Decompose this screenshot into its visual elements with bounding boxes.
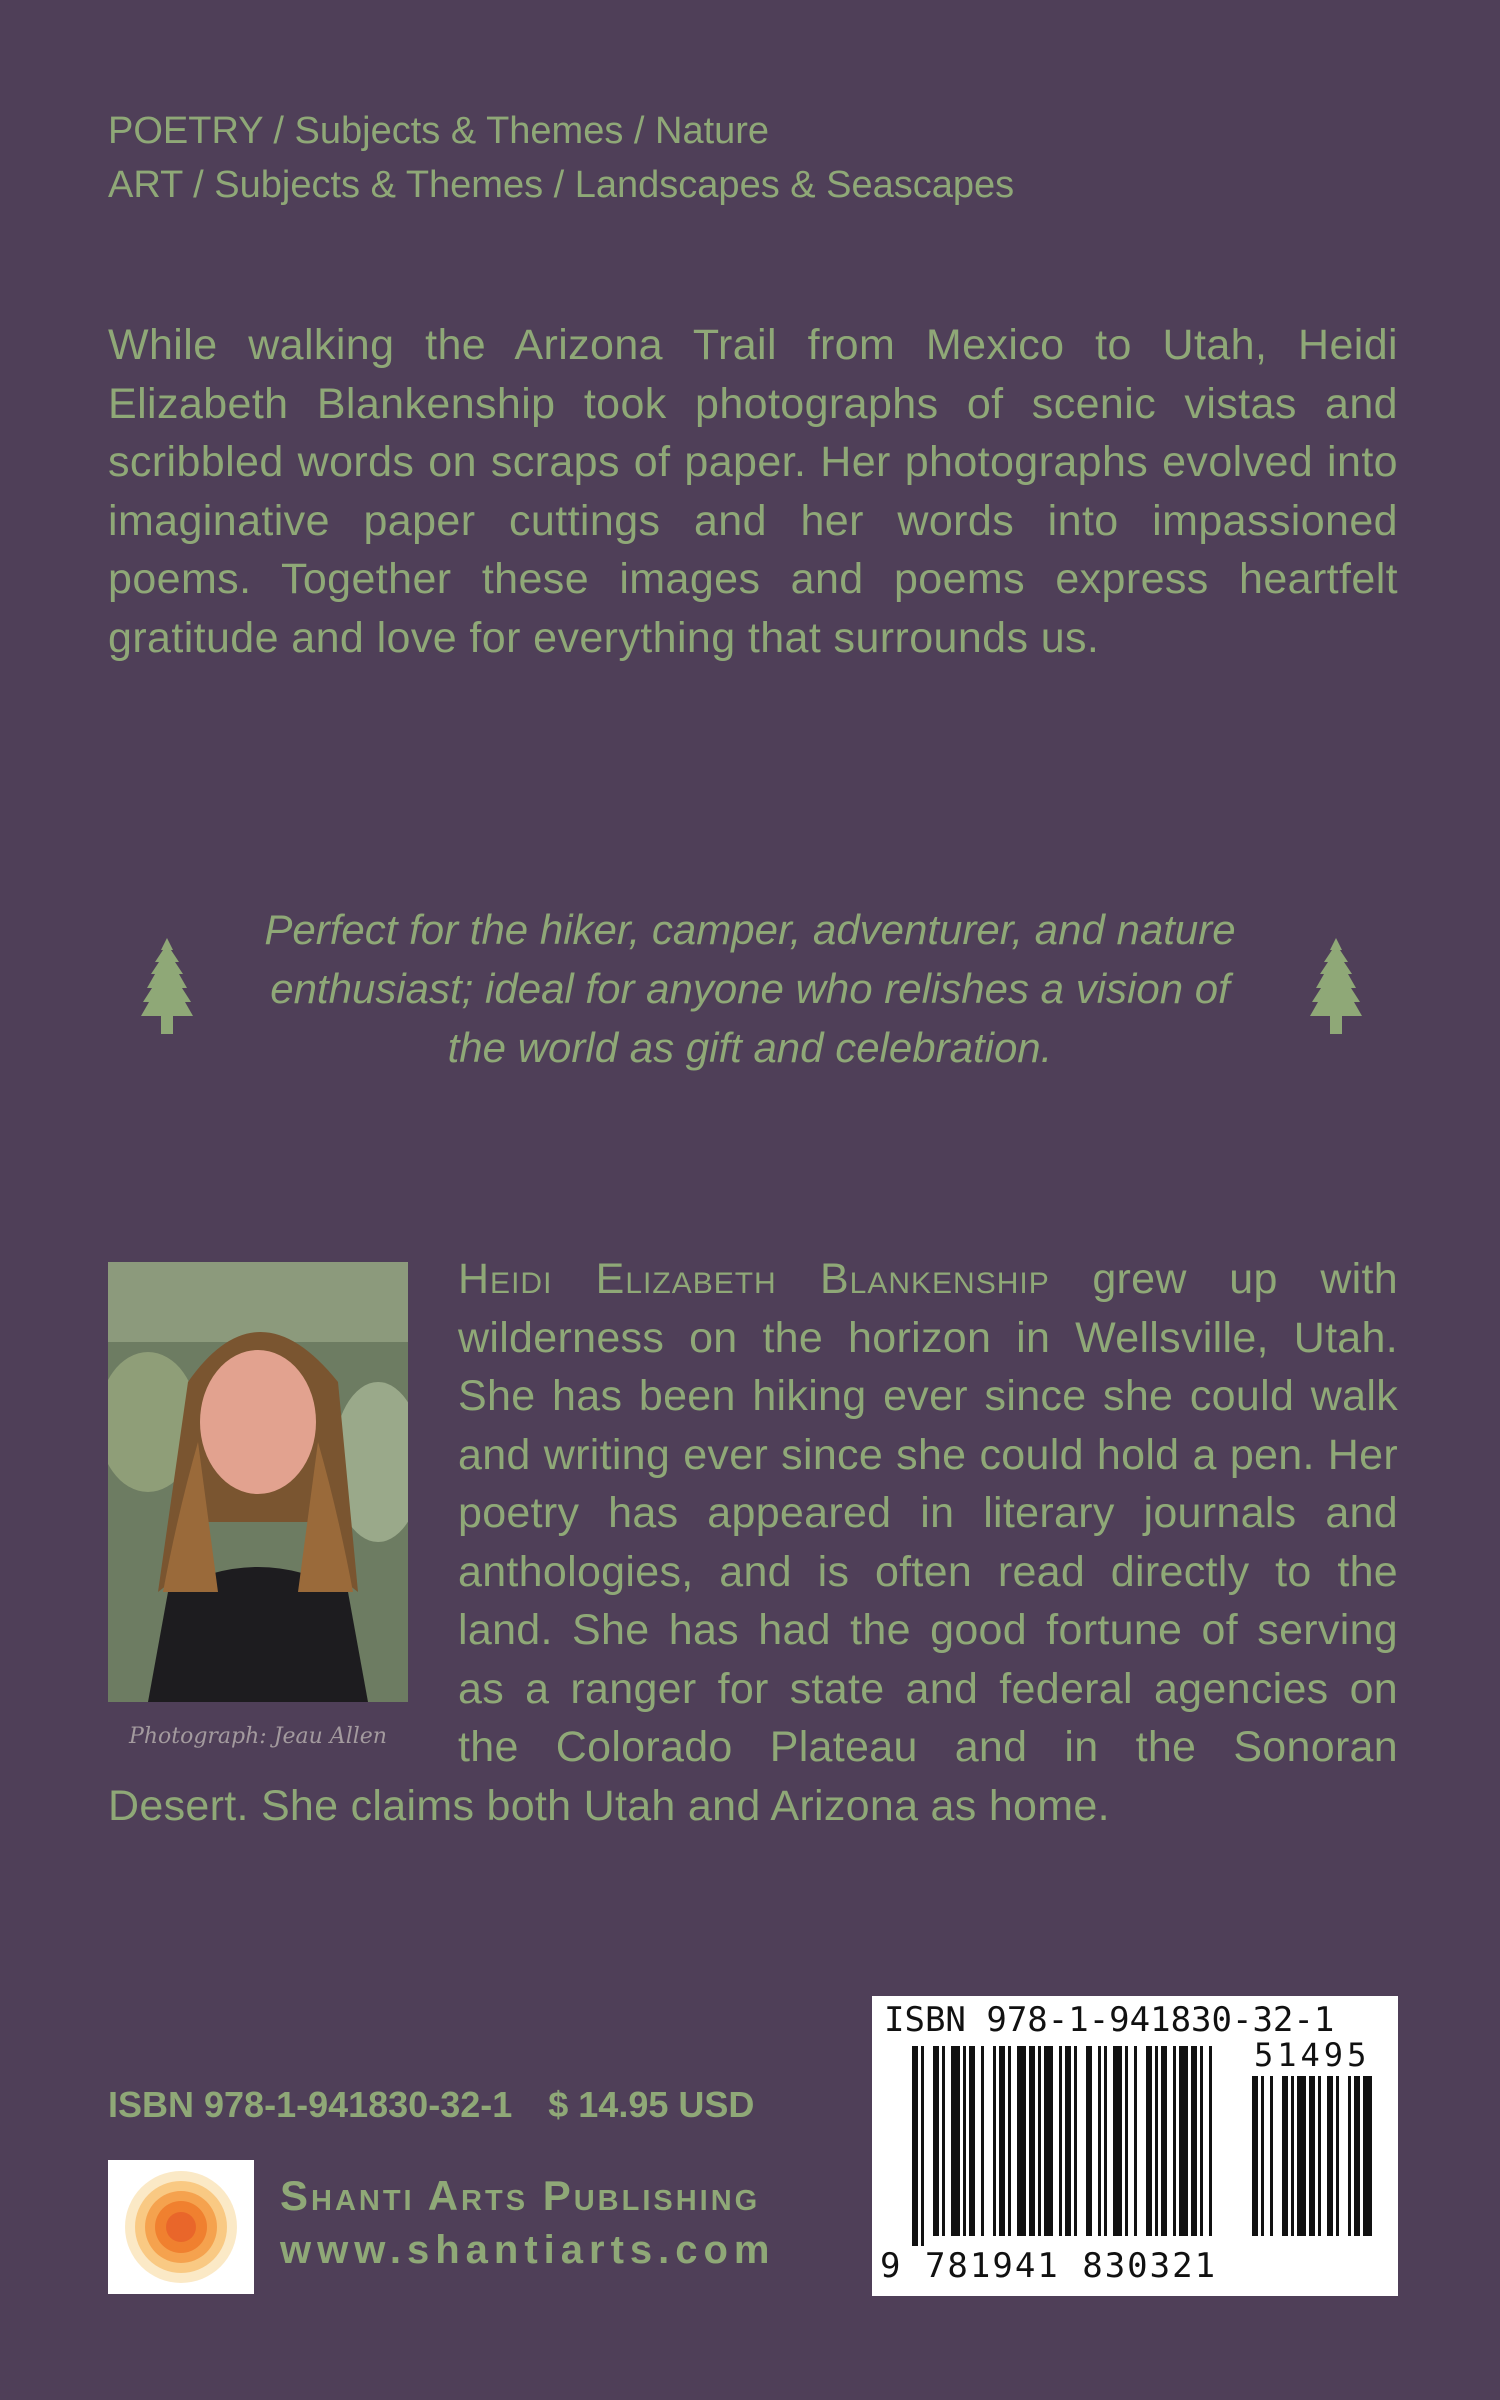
barcode-bar	[1200, 2046, 1203, 2236]
barcode-bars	[912, 2046, 1382, 2246]
publisher-name: Shanti Arts Publishing	[280, 2172, 761, 2219]
tree-icon	[137, 936, 197, 1036]
barcode-addon-bar	[1261, 2076, 1264, 2236]
barcode-bar	[1044, 2046, 1053, 2236]
barcode-addon-bar	[1348, 2076, 1351, 2236]
photo-credit: Photograph: Jeau Allen	[129, 1724, 387, 1749]
isbn-price-line	[108, 2084, 790, 2126]
barcode-bar	[1155, 2046, 1158, 2236]
barcode-isbn-text: ISBN 978-1-941830-32-1	[884, 2000, 1335, 2040]
barcode-bar	[1038, 2046, 1041, 2236]
barcode-bar	[1098, 2046, 1101, 2236]
barcode-bar	[1134, 2046, 1137, 2236]
barcode-addon-bar	[1282, 2076, 1288, 2236]
barcode-bar	[1029, 2046, 1035, 2236]
barcode-bar	[1146, 2046, 1152, 2236]
isbn-text: ISBN 978-1-941830-32-1	[108, 2084, 513, 2125]
barcode-bar	[933, 2046, 939, 2236]
category-line: ART / Subjects & Themes / Landscapes & Seascapes	[108, 164, 1015, 206]
barcode-bar	[969, 2046, 975, 2236]
barcode-bar	[1059, 2046, 1062, 2236]
barcode-bar	[942, 2046, 945, 2236]
barcode-addon-bar	[1291, 2076, 1294, 2236]
price-text: $ 14.95 USD	[548, 2084, 755, 2125]
barcode-addon-bar	[1363, 2076, 1372, 2236]
barcode-addon-bar	[1354, 2076, 1360, 2236]
barcode-addon-bar	[1327, 2076, 1333, 2236]
barcode-bar	[1191, 2046, 1197, 2236]
barcode-bar	[1179, 2046, 1188, 2236]
barcode-addon-bar	[1270, 2076, 1273, 2236]
barcode-addon-bar	[1252, 2076, 1258, 2236]
tree-icon	[1306, 936, 1366, 1036]
barcode-bar	[1017, 2046, 1026, 2236]
publisher-url[interactable]: www.shantiarts.com	[280, 2228, 776, 2272]
bisac-categories	[108, 104, 1398, 212]
barcode-bar	[1008, 2046, 1011, 2236]
barcode-bar	[981, 2046, 984, 2236]
barcode-addon-bar	[1297, 2076, 1306, 2236]
barcode-bar	[951, 2046, 960, 2236]
publisher-logo	[108, 2160, 254, 2294]
barcode-bar	[1065, 2046, 1071, 2236]
category-line: POETRY / Subjects & Themes / Nature	[108, 110, 770, 152]
barcode-addon-bar	[1309, 2076, 1315, 2236]
barcode-bar	[1161, 2046, 1167, 2236]
barcode-bar	[963, 2046, 966, 2236]
author-bio	[108, 1250, 1398, 1835]
barcode-bar	[999, 2046, 1005, 2236]
barcode-bar	[1173, 2046, 1176, 2236]
barcode-bar	[1074, 2046, 1077, 2236]
barcode-bar	[1104, 2046, 1107, 2236]
photo-spacer	[108, 1250, 458, 1750]
author-name: Heidi Elizabeth Blankenship	[458, 1255, 1050, 1303]
barcode-bar	[1086, 2046, 1092, 2236]
barcode-ean-digits: 9 781941 830321	[880, 2246, 1218, 2286]
tagline-quote: Perfect for the hiker, camper, adventurer, and nature enthusiast; ideal for anyone who relishes a vision of the world as gift and celebration.	[264, 906, 1236, 1071]
barcode-bar	[912, 2046, 918, 2246]
isbn-barcode	[872, 1996, 1398, 2296]
barcode-addon-digits: 51495	[1254, 2036, 1371, 2074]
barcode-bar	[1209, 2046, 1212, 2236]
barcode-bar	[1125, 2046, 1128, 2236]
book-description: While walking the Arizona Trail from Mexico to Utah, Heidi Elizabeth Blankenship took photographs of scenic vistas and scribbled words on scraps of paper. Her photographs evolved into imaginative paper cuttings and her words into impassioned poems. Together these images and poems express heartfelt gratitude and love for everything that surrounds us.	[108, 321, 1398, 662]
barcode-bar	[993, 2046, 996, 2236]
barcode-addon-bar	[1318, 2076, 1321, 2236]
bio-text: grew up with wilderness on the horizon in Wellsville, Utah. She has been hiking ever since she could walk and writing ever since she could hold a pen. Her poetry has appeared in literary journals and anthologies, and is often read directly to the land. She has had the good fortune of serving as a ranger for state and federal agencies on the Colorado Plateau and in the Sonoran Desert. She claims both Utah and Arizona as home.	[108, 1255, 1398, 1830]
sun-logo-icon	[121, 2167, 241, 2287]
barcode-bar	[921, 2046, 924, 2246]
barcode-addon-bar	[1336, 2076, 1339, 2236]
barcode-bar	[1113, 2046, 1122, 2236]
